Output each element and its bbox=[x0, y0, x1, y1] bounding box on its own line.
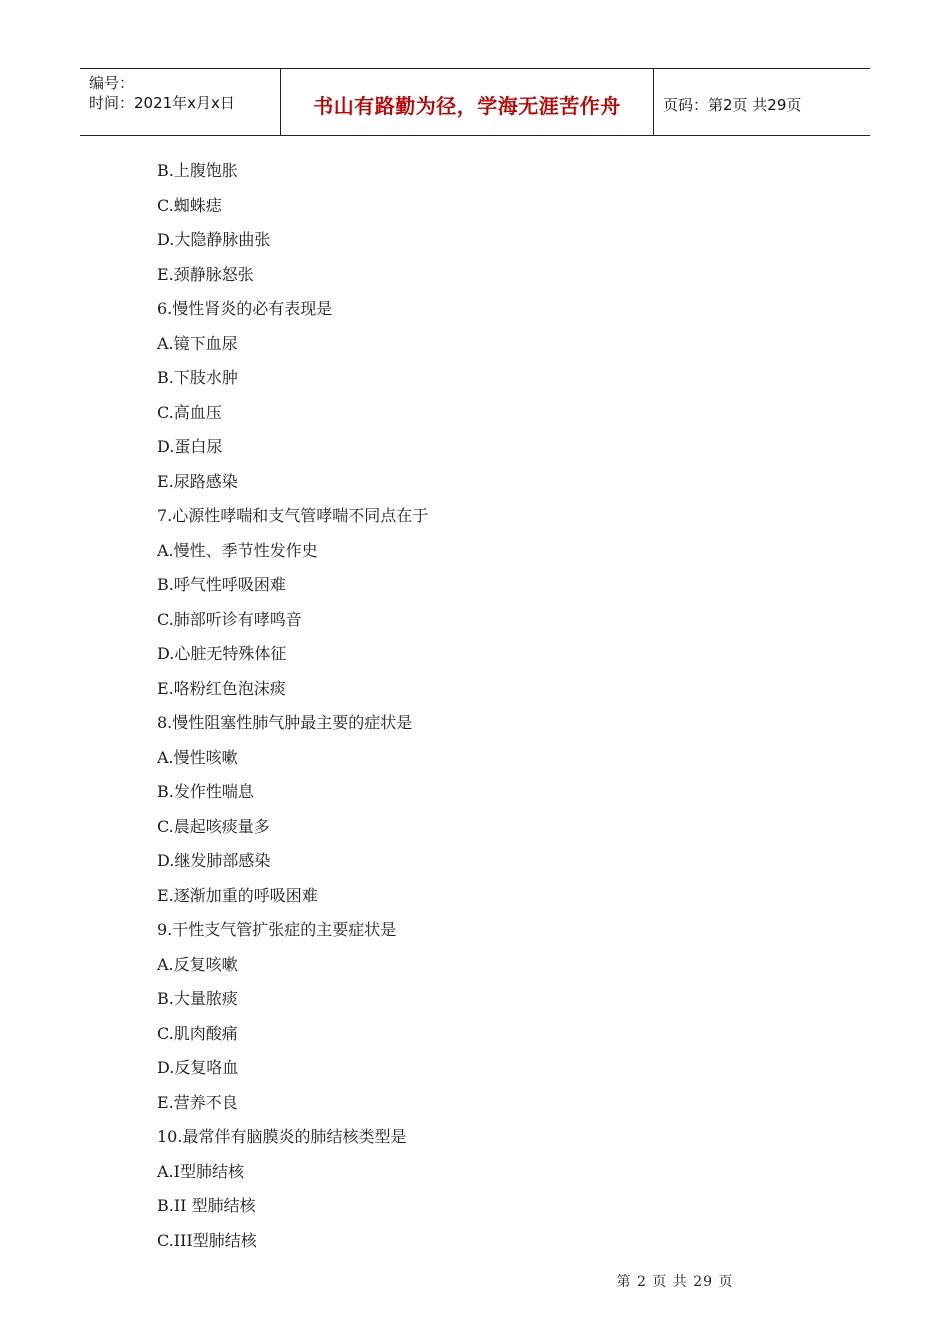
answer-option: D.反复咯血 bbox=[157, 1058, 239, 1077]
answer-option: C.III型肺结核 bbox=[157, 1230, 257, 1250]
answer-option: C.蜘蛛痣 bbox=[157, 195, 222, 215]
answer-option: E.颈静脉怒张 bbox=[157, 264, 254, 284]
header-meta bbox=[80, 69, 281, 135]
page-header bbox=[80, 68, 870, 136]
answer-option: A.反复咳嗽 bbox=[157, 954, 238, 974]
answer-option: A.镜下血尿 bbox=[157, 333, 238, 353]
answer-option: C.高血压 bbox=[157, 402, 222, 422]
question-stem: 9.干性支气管扩张症的主要症状是 bbox=[157, 920, 397, 939]
answer-option: B.II 型肺结核 bbox=[157, 1196, 256, 1215]
answer-option: E.营养不良 bbox=[157, 1092, 238, 1112]
answer-option: B.下肢水肿 bbox=[157, 368, 238, 387]
answer-option: A.慢性、季节性发作史 bbox=[157, 540, 318, 560]
answer-option: A.慢性咳嗽 bbox=[157, 747, 238, 767]
answer-option: D.心脏无特殊体征 bbox=[157, 644, 287, 663]
answer-option: E.尿路感染 bbox=[157, 471, 238, 491]
question-stem: 8.慢性阻塞性肺气肿最主要的症状是 bbox=[157, 713, 413, 732]
question-list bbox=[157, 157, 837, 1261]
answer-option: D.蛋白尿 bbox=[157, 437, 223, 456]
answer-option: D.大隐静脉曲张 bbox=[157, 230, 271, 249]
question-stem: 6.慢性肾炎的必有表现是 bbox=[157, 299, 333, 318]
answer-option: B.发作性喘息 bbox=[157, 782, 254, 801]
answer-option: B.呼气性呼吸困难 bbox=[157, 575, 286, 594]
header-page-info: 页码：第2页 共29页 bbox=[663, 95, 802, 114]
document-number-label: 编号： bbox=[89, 74, 135, 92]
answer-option: A.I型肺结核 bbox=[157, 1161, 244, 1181]
answer-option: E.咯粉红色泡沫痰 bbox=[157, 678, 286, 698]
answer-option: B.大量脓痰 bbox=[157, 989, 238, 1008]
document-time-label: 时间：2021年x月x日 bbox=[89, 94, 235, 112]
question-stem: 7.心源性哮喘和支气管哮喘不同点在于 bbox=[157, 506, 429, 525]
answer-option: C.肌肉酸痛 bbox=[157, 1023, 238, 1043]
answer-option: E.逐渐加重的呼吸困难 bbox=[157, 885, 318, 905]
page-footer: 第 2 页 共 29 页 bbox=[616, 1274, 734, 1290]
answer-option: C.肺部听诊有哮鸣音 bbox=[157, 609, 302, 629]
header-motto: 书山有路勤为径，学海无涯苦作舟 bbox=[281, 69, 654, 135]
answer-option: D.继发肺部感染 bbox=[157, 851, 271, 870]
answer-option: B.上腹饱胀 bbox=[157, 161, 238, 180]
question-stem: 10.最常伴有脑膜炎的肺结核类型是 bbox=[157, 1127, 407, 1146]
answer-option: C.晨起咳痰量多 bbox=[157, 816, 270, 836]
